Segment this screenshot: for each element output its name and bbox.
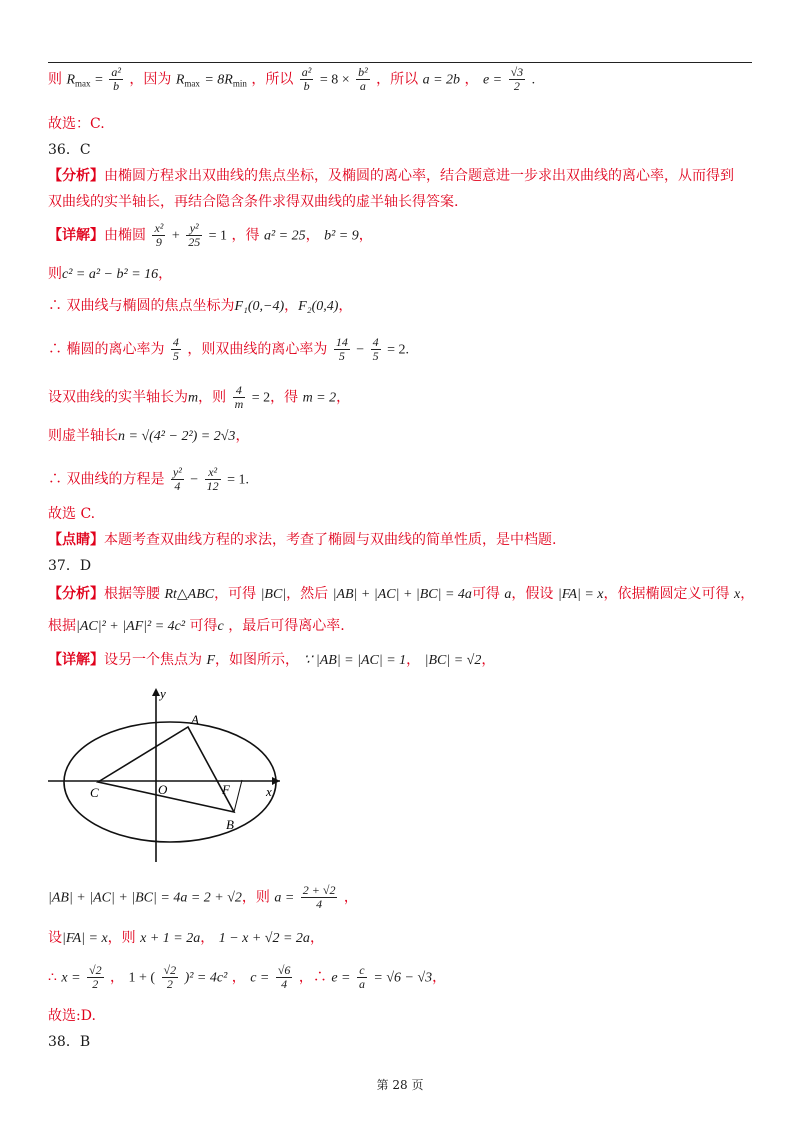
denominator: a: [359, 79, 366, 93]
text-so: ，所以: [376, 71, 419, 88]
math-expr: a = 2b: [422, 72, 461, 88]
text: ∴: [48, 969, 57, 986]
numerator: √2: [163, 963, 177, 977]
fraction: [334, 336, 350, 363]
numerator: b²: [358, 65, 368, 79]
text: ，: [432, 969, 447, 986]
math-eq: = 2: [387, 342, 406, 358]
math-expr: 1 − x + √2 = 2a: [218, 931, 310, 946]
math-eq: e =: [331, 970, 351, 986]
text: ，: [235, 428, 250, 444]
text: ∴ 双曲线与椭圆的焦点坐标为: [48, 298, 235, 314]
denominator: 9: [155, 235, 162, 249]
fraction: [152, 222, 165, 249]
question-number: 37．D: [48, 558, 92, 574]
math-expr: |FA| = x: [62, 931, 108, 946]
text-period: .: [405, 342, 409, 358]
text: ，得: [231, 227, 260, 244]
triangle-abc: [98, 727, 234, 812]
math-expr: F₂(0,4): [298, 299, 339, 314]
math-eq: = 8R: [204, 72, 233, 88]
segment-bf: [234, 780, 242, 812]
ellipse: [64, 722, 276, 842]
numerator: a²: [111, 65, 121, 79]
math-expr: x + 1 = 2a: [140, 931, 201, 946]
numerator: x²: [154, 221, 164, 235]
text: ，然后: [286, 586, 329, 602]
math-eq: c =: [250, 970, 270, 986]
text: ，: [343, 889, 358, 906]
denominator: m: [234, 397, 244, 411]
math-op: −: [356, 342, 365, 358]
header-rule: [48, 62, 752, 63]
text: ，: [305, 227, 320, 244]
math-var: x: [733, 587, 741, 602]
text: ，: [336, 389, 351, 406]
text: ，假设: [511, 586, 554, 602]
fraction: [162, 964, 179, 991]
numerator: c: [357, 964, 367, 978]
label-o: O: [158, 782, 168, 797]
denominator: 4: [316, 897, 323, 911]
text-so: ，所以: [251, 71, 294, 88]
numerator: √6: [277, 963, 291, 977]
denominator: b: [303, 79, 310, 93]
text: 则: [48, 266, 62, 282]
math-eq: = 1: [227, 472, 246, 488]
denominator: 12: [206, 479, 219, 493]
text: ，: [358, 227, 373, 244]
math-expr: F₁(0,−4): [234, 299, 285, 314]
math-expr: Rt△ABC: [164, 587, 215, 602]
detail-tag: 【详解】: [48, 227, 104, 244]
fraction: [233, 384, 246, 411]
analysis-line-2: 双曲线的实半轴长，再结合隐含条件求得双曲线的虚半轴长得答案.: [48, 194, 459, 210]
text: ，则: [107, 930, 136, 946]
ellipse-figure: [48, 684, 298, 864]
detail-line-3: [48, 296, 352, 317]
fraction: [205, 466, 221, 493]
numerator: 2 + √2: [302, 883, 336, 897]
math-sub: min: [232, 78, 247, 89]
detail-tag: 【详解】: [48, 652, 104, 668]
denominator: 4: [174, 479, 181, 493]
numerator: 4: [372, 335, 379, 349]
detail-line-7: [48, 466, 249, 493]
fraction: [109, 66, 123, 93]
text: ，: [284, 298, 299, 314]
fraction: [186, 222, 202, 249]
denominator: 2: [166, 977, 173, 991]
comment-line: [48, 530, 556, 550]
answer-choice: 故选：C.: [48, 116, 105, 132]
fraction: [87, 964, 104, 991]
math-sub: max: [75, 78, 91, 89]
numerator: x²: [205, 466, 221, 480]
math-eq: a =: [274, 890, 295, 906]
numerator: y²: [186, 222, 202, 236]
math-expr: c² = a² − b² = 16: [62, 267, 159, 282]
text: ，得: [270, 389, 299, 406]
text: 可得: [471, 586, 500, 602]
text: ，: [231, 969, 246, 986]
denominator: b: [113, 79, 120, 93]
numerator: a²: [301, 65, 312, 79]
detail-line-4: [48, 336, 409, 363]
analysis-tag: 【分析】: [48, 586, 104, 602]
math-eq: = 8 ×: [319, 72, 350, 88]
numerator: 14: [335, 335, 348, 349]
page-number: 第 28 页: [376, 1078, 424, 1092]
text: ，可得: [214, 586, 257, 602]
fraction: [357, 964, 367, 991]
analysis-tag: 【分析】: [48, 168, 104, 184]
denominator: 2: [513, 79, 520, 93]
text: ，: [309, 930, 324, 946]
math-expr: |AC|² + |AF|² = 4c²: [76, 619, 186, 634]
numerator: 4: [172, 335, 179, 349]
text: ∴ 双曲线的方程是: [48, 471, 165, 488]
math-var: F: [206, 653, 216, 668]
math-expr: b² = 9: [324, 228, 359, 244]
text-period: .: [245, 472, 250, 488]
text: ，∴: [298, 969, 327, 986]
text-then: 则: [48, 71, 62, 88]
text: 根据: [48, 618, 76, 634]
math-var: a: [504, 587, 512, 602]
label-x: x: [266, 784, 272, 799]
text: 则虚半轴长: [48, 428, 118, 444]
analysis-line-1: [48, 166, 734, 186]
math-r: R: [175, 72, 185, 88]
denominator: 5: [372, 349, 379, 363]
comment-text: 本题考查双曲线方程的求法，考查了椭圆与双曲线的简单性质，是中档题.: [104, 532, 557, 548]
math-op: −: [190, 472, 199, 488]
math-expr: ∵ |AB| = |AC| = 1: [303, 653, 407, 668]
numerator: y²: [172, 465, 182, 479]
math-expr: |BC| = √2: [424, 653, 482, 668]
math-expr: 1 + (: [128, 970, 156, 986]
text: 设双曲线的实半轴长为: [48, 389, 188, 406]
label-f: F: [222, 782, 230, 797]
math-eq: = 2: [251, 390, 271, 406]
denominator: 5: [338, 349, 345, 363]
text-period: .: [531, 72, 536, 88]
denominator: 2: [92, 977, 99, 991]
math-var: m: [188, 390, 199, 406]
math-op: +: [171, 228, 180, 244]
answer-choice: 故选:D.: [48, 1008, 96, 1024]
text: ，: [481, 652, 496, 668]
detail-line-2: [48, 264, 172, 285]
text: ，: [110, 969, 125, 986]
detail-line-5: [48, 384, 350, 411]
numerator: √3: [510, 65, 524, 79]
text: ，: [406, 652, 421, 668]
text: 可得: [189, 618, 218, 634]
math-expr: n = √(4² − 2²) = 2√3: [118, 429, 236, 444]
label-b: B: [226, 817, 234, 832]
math-eq: x =: [61, 970, 81, 986]
analysis-line-3: [48, 584, 754, 605]
fraction: [356, 66, 370, 93]
text: ，: [740, 586, 755, 602]
denominator: 4: [281, 977, 288, 991]
math-expr: m = 2: [302, 390, 337, 406]
text: ，则: [241, 889, 270, 906]
text-comma: ，: [464, 71, 479, 88]
analysis-text: 由椭圆方程求出双曲线的焦点坐标，及椭圆的离心率，结合题意进一步求出双曲线的离心率，从而得到: [104, 168, 734, 184]
fraction: [371, 336, 381, 363]
numerator: 4: [233, 384, 246, 398]
math-eq: e =: [482, 72, 503, 88]
fraction: [509, 66, 526, 93]
denominator: a: [358, 977, 365, 991]
math-expr: = √6 − √3: [373, 970, 433, 986]
detail-line-11: [48, 964, 446, 991]
text: 由椭圆: [104, 227, 146, 244]
math-eq: =: [94, 72, 103, 88]
y-axis-arrow: [152, 688, 160, 696]
math-expr: |AB| + |AC| + |BC| = 4a: [332, 587, 472, 602]
label-a: A: [191, 712, 199, 727]
math-expr: |AB| + |AC| + |BC| = 4a = 2 + √2: [48, 890, 242, 906]
text: 设另一个焦点为: [104, 652, 202, 668]
text: ，: [338, 298, 353, 314]
question-number: 36．C: [48, 142, 91, 158]
math-r: R: [66, 72, 76, 88]
text: ，最后可得离心率.: [228, 618, 345, 634]
text: ，则: [198, 389, 227, 406]
numerator: √2: [89, 963, 102, 977]
text: ，依据椭圆定义可得: [603, 586, 730, 602]
detail-line-1: [48, 222, 373, 249]
label-c: C: [90, 785, 99, 800]
text: ，: [158, 266, 173, 282]
text: 根据等腰: [104, 586, 160, 602]
math-var: c: [217, 619, 224, 634]
math-eq: = 1: [208, 228, 228, 244]
detail-line-9: [48, 884, 358, 911]
text: ，: [200, 930, 215, 946]
fraction: [276, 964, 293, 991]
math-expr: )² = 4c²: [184, 970, 228, 986]
answer-choice: 故选 C.: [48, 506, 96, 522]
detail-line-6: [48, 426, 249, 447]
detail-line-8: [48, 650, 495, 671]
detail-line-10: [48, 928, 324, 949]
text: ∴ 椭圆的离心率为: [48, 341, 165, 358]
question-number: 38．B: [48, 1034, 91, 1050]
fraction: [171, 466, 184, 493]
text: 设: [48, 930, 62, 946]
text-because: ，因为: [129, 71, 172, 88]
text: ，则双曲线的离心率为: [187, 341, 328, 358]
denominator: 5: [172, 349, 179, 363]
fraction: [301, 884, 338, 911]
math-expr: |FA| = x: [557, 587, 604, 602]
analysis-line-4: [48, 616, 345, 637]
math-sub: max: [184, 78, 200, 89]
fraction: [171, 336, 181, 363]
fraction: [300, 66, 314, 93]
label-y: y: [160, 686, 166, 701]
denominator: 25: [188, 235, 201, 249]
answer-line-1: [48, 66, 535, 94]
math-expr: |BC|: [260, 587, 287, 602]
text: ，如图所示，: [215, 652, 300, 668]
math-expr: a² = 25: [263, 228, 306, 244]
comment-tag: 【点睛】: [48, 532, 104, 548]
